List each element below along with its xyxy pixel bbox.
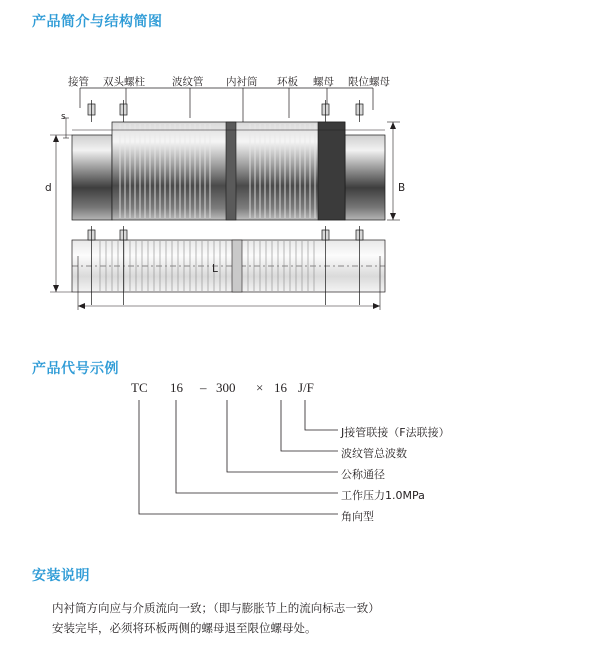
dimension-label-s: s: [61, 112, 66, 122]
code-legend-1: 波纹管总波数: [341, 447, 407, 460]
dimension-label-B: B: [398, 182, 406, 194]
code-token-1: 16: [170, 380, 183, 395]
callout-label-4: 环板: [277, 76, 298, 88]
structure-drawing-svg: [0, 60, 600, 340]
callout-label-5: 螺母: [313, 76, 334, 88]
code-token-4: ×: [256, 380, 264, 395]
code-legend-0: J接管联接（F法联接）: [341, 426, 450, 439]
code-token-6: J/F: [298, 380, 314, 395]
callout-label-2: 波纹管: [172, 76, 204, 88]
code-token-3: 300: [216, 380, 236, 395]
install-note-0: 内衬筒方向应与介质流向一致；（即与膨胀节上的流向标志一致）: [52, 601, 380, 615]
product-code-diagram: [0, 380, 600, 550]
structure-diagram: [0, 60, 600, 340]
code-legend-3: 工作压力1.0MPa: [341, 489, 425, 502]
install-note-1: 安装完毕，必须将环板两侧的螺母退至限位螺母处。: [52, 621, 317, 635]
code-legend-4: 角向型: [341, 510, 374, 523]
dimension-label-d: d: [45, 182, 52, 194]
code-token-5: 16: [274, 380, 287, 395]
install-notes: [52, 598, 572, 638]
code-token-2: –: [200, 380, 207, 395]
code-legend-2: 公称通径: [341, 468, 385, 481]
section-title-code: 产品代号示例: [32, 361, 119, 377]
code-connector-lines: [0, 380, 600, 550]
section-title-install: 安装说明: [32, 568, 90, 584]
code-token-0: TC: [131, 380, 148, 395]
callout-label-6: 限位螺母: [348, 76, 390, 88]
callout-label-3: 内衬筒: [226, 76, 258, 88]
section-title-intro: 产品简介与结构简图: [32, 14, 163, 30]
callout-label-0: 接管: [68, 76, 89, 88]
dimension-label-L: L: [212, 263, 218, 275]
callout-label-1: 双头螺柱: [103, 76, 145, 88]
